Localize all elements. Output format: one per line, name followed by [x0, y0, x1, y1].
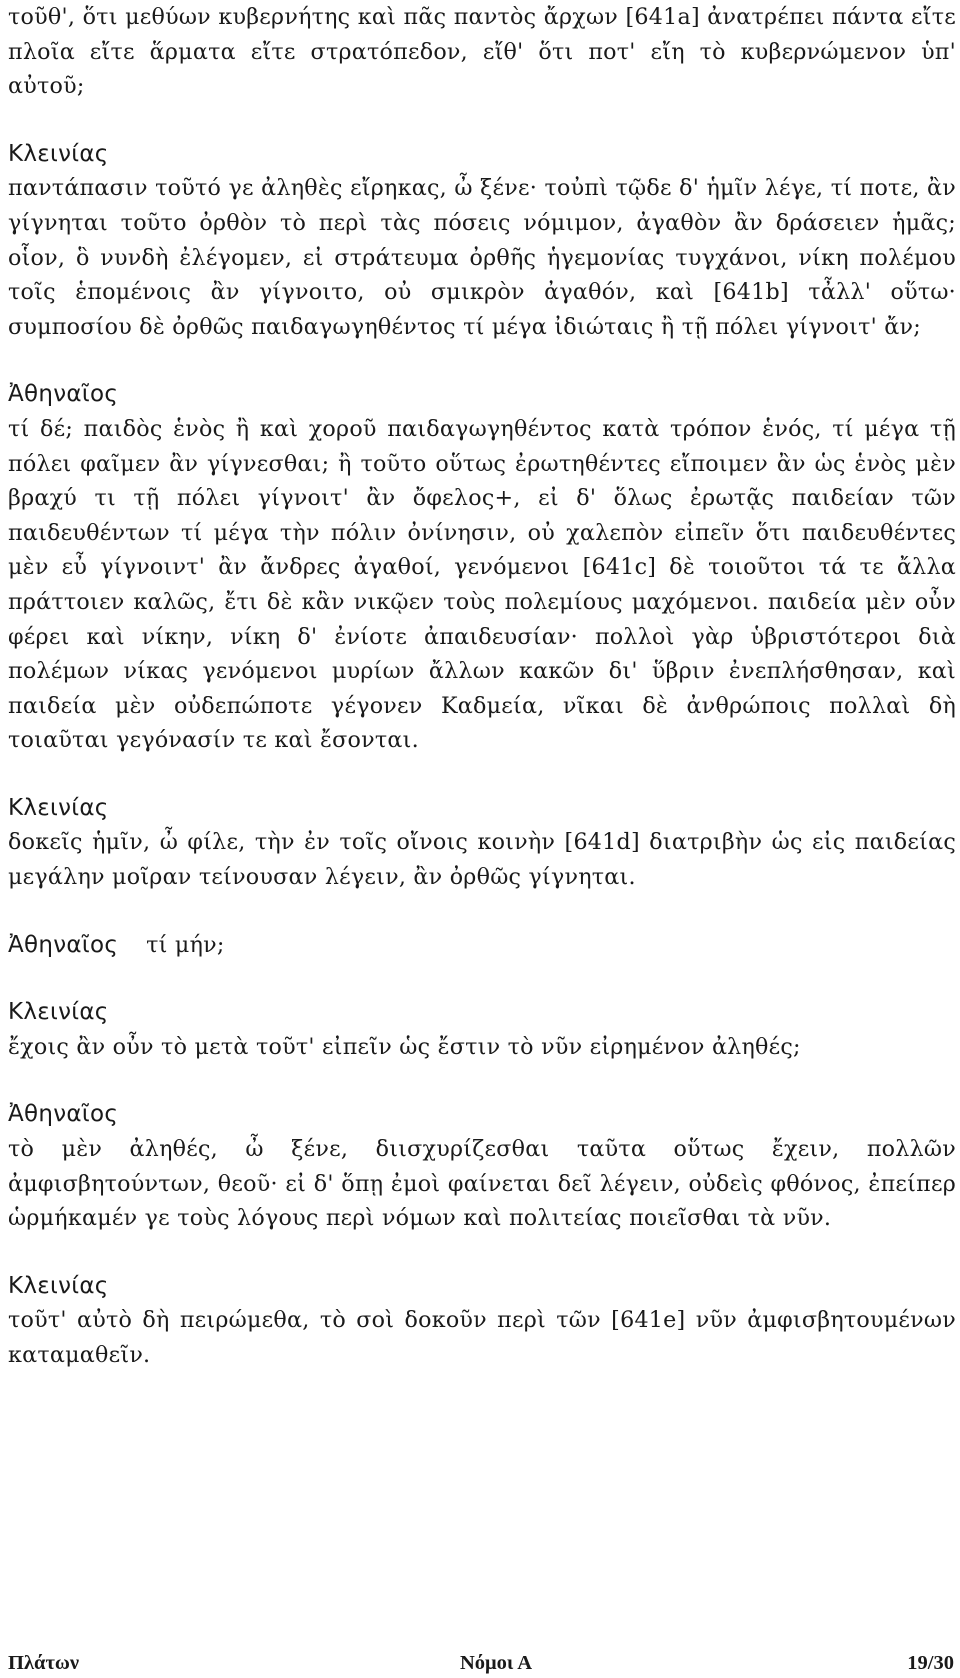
speaker-name: Ἀθηναῖος [8, 1101, 119, 1128]
paragraph: τοῦτ' αὐτὸ δὴ πειρώμεθα, τὸ σοὶ δοκοῦν περὶ τῶν [641e] νῦν ἀμφισβητουμένων καταμαθεῖν. [8, 1307, 956, 1368]
speaker-name: Κλεινίας [8, 794, 109, 821]
paragraph: τὸ μὲν ἀληθές, ὦ ξένε, διισχυρίζεσθαι ταῦτα οὕτως ἔχειν, πολλῶν ἀμφισβητούντων, θεοῦ· εἰ δ' ὅπῃ ἐμοὶ φαίνεται δεῖ λέγειν, οὐδεὶς φθόνος, ἐπείπερ ὡρμήκαμέν γε τοὺς λόγους περὶ νόμων καὶ πολιτείας ποιεῖσθαι τὰ νῦν. [8, 1136, 956, 1232]
speaker-name: Κλεινίας [8, 140, 109, 167]
speaker-name: Κλεινίας [8, 1272, 109, 1299]
paragraph: τί δέ; παιδὸς ἑνὸς ἢ καὶ χοροῦ παιδαγωγηθέντος κατὰ τρόπον ἑνός, τί μέγα τῇ πόλει φαῖμεν ἂν γίγνεσθαι; ἢ τοῦτο οὕτως ἐρωτηθέντες εἴποιμεν ἂν ὡς ἑνὸς μὲν βραχύ τι τῇ πόλει γίγνοιτ' ἂν ὄφελος+, εἰ δ' ὅλως ἐρωτᾷς παιδείαν τῶν παιδευθέντων τί μέγα τὴν πόλιν ὀνίνησιν, οὐ χαλεπὸν εἰπεῖν ὅτι παιδευθέντες μὲν εὖ γίγνοιντ' ἂν ἄνδρες ἀγαθοί, γενόμενοι [641c] δὲ τοιοῦτοι τά τε ἄλλα πράττοιεν καλῶς, ἔτι δὲ κἂν νικῷεν τοὺς πολεμίους μαχόμενοι. παιδεία μὲν οὖν φέρει καὶ νίκην, νίκη δ' ἐνίοτε ἀπαιδευσίαν· πολλοὶ γὰρ ὑβριστότεροι διὰ πολέμων νίκας γενόμενοι μυρίων ἄλλων κακῶν δι' ὕβριν ἐνεπλήσθησαν, καὶ παιδεία μὲν οὐδεπώποτε γέγονεν Καδμεία, νῖκαι δὲ ἀνθρώποις πολλαὶ δὴ τοιαῦται γεγόνασίν τε καὶ ἔσονται. [8, 415, 956, 754]
speaker-name: Ἀθηναῖος [8, 931, 119, 958]
footer-author: Πλάτων [8, 1652, 80, 1674]
dialogue-text: τί μήν; [146, 931, 225, 958]
document-page [8, 0, 956, 1373]
paragraph: ἔχοις ἂν οὖν τὸ μετὰ τοῦτ' εἰπεῖν ὡς ἔστιν τὸ νῦν εἰρημένον ἀληθές; [8, 1033, 801, 1060]
paragraph: παντάπασιν τοῦτό γε ἀληθὲς εἴρηκας, ὦ ξένε· τοὐπὶ τῷδε δ' ἡμῖν λέγε, τί ποτε, ἂν γίγνηται τοῦτο ὀρθὸν τὸ περὶ τὰς πόσεις νόμιμον, ἀγαθὸν ἂν δράσειεν ἡμᾶς; οἷον, ὃ νυνδὴ ἐλέγομεν, εἰ στράτευμα ὀρθῆς ἡγεμονίας τυγχάνοι, νίκη πολέμου τοῖς ἑπομένοις ἂν γίγνοιτο, οὐ σμικρὸν ἀγαθόν, καὶ [641b] τἆλλ' οὕτω· συμποσίου δὲ ὀρθῶς παιδαγωγηθέντος τί μέγα ἰδιώταις ἢ τῇ πόλει γίγνοιτ' ἄν; [8, 175, 956, 340]
paragraph: τοῦθ', ὅτι μεθύων κυβερνήτης καὶ πᾶς παντὸς ἄρχων [641a] ἀνατρέπει πάντα εἴτε πλοῖα εἴτε ἅρματα εἴτε στρατόπεδον, εἴθ' ὅτι ποτ' εἴη τὸ κυβερνώμενον ὑπ' αὐτοῦ; [8, 4, 956, 100]
inline-dialogue-line [8, 928, 956, 963]
page-footer [8, 1651, 956, 1675]
footer-work-title: Νόμοι Α [460, 1652, 533, 1674]
footer-page-number: 19/30 [907, 1652, 954, 1674]
speaker-name: Ἀθηναῖος [8, 381, 119, 408]
paragraph: δοκεῖς ἡμῖν, ὦ φίλε, τὴν ἐν τοῖς οἴνοις κοινὴν [641d] διατριβὴν ὡς εἰς παιδείας μεγάλην μοῖραν τείνουσαν λέγειν, ἂν ὀρθῶς γίγνηται. [8, 829, 956, 891]
speaker-name: Κλεινίας [8, 999, 109, 1026]
